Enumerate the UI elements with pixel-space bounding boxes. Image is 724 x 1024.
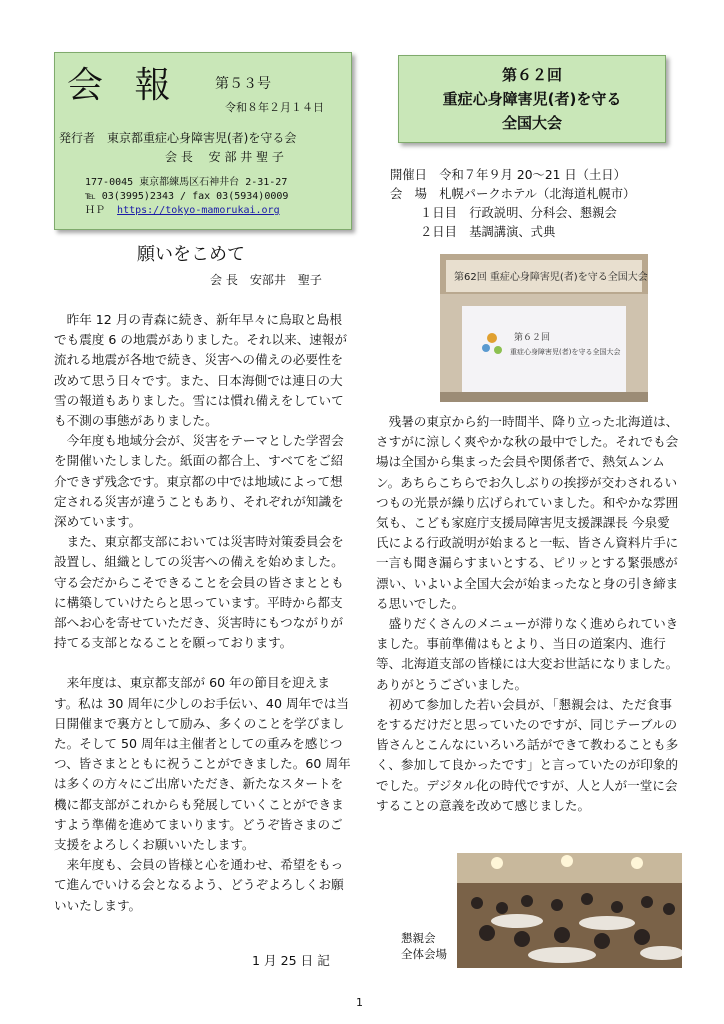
report-paragraph: 盛りだくさんのメニューが滞りなく進められていきました。事前準備はもとより、当日の道案内、進行等、北海道支部の皆様には大変お世話になりました。ありがとうございました。	[376, 616, 679, 692]
page-number: 1	[356, 996, 363, 1009]
issue-date: 令和８年２月１４日	[225, 101, 324, 114]
homepage-line	[85, 204, 288, 218]
event-title-line1: 第６２回	[501, 66, 562, 84]
screen-title: 第６２回	[514, 333, 551, 343]
event-day2: ２日目 基調講演、式典	[420, 225, 556, 239]
publisher: 発行者 東京都重症心身障害児(者)を守る会	[59, 131, 297, 145]
event-venue: 会 場 札幌パークホテル（北海道札幌市）	[390, 187, 636, 201]
photo-caption	[401, 930, 447, 962]
article-paragraph: 来年度は、東京都支部が 60 年の節目を迎えます。私は 30 周年に少しのお手伝い、40 周年では当日開催まで裏方として励み、多くのことを学びました。そして 50 周年は主催者としての重みを感じつつ、皆さまとともに祝うことができました。60 周年は多くの方々にご出席いただき、新たなスタートを機に都支部がこれからも発展していくことができますよう準備を進めてまいります。どうぞ皆さまのご支援をよろしくお願いいたします。	[54, 675, 351, 853]
report-paragraph: 初めて参加した若い会員が、「懇親会は、ただ食事をするだけだと思っていたのですが、同じテーブルの皆さんとこんなにいろいろ話ができて教わることも多く、参加して良かったです」と言っていたのが印象的でした。デジタル化の時代ですが、人と人が一堂に会することの意義を改めて感じました。	[376, 696, 679, 813]
report-body	[376, 412, 682, 816]
article-body	[54, 310, 352, 916]
report-paragraph: 残暑の東京から約一時間半、降り立った北海道は、さすがに涼しく爽やかな秋の最中でした。それでも会場は全国から集まった会員や関係者で、熱気ムンムン。あちらこちらでお久しぶりの挨拶が交わされるいつもの光景が繰り広げられていました。和やかな雰囲気も、こども家庭庁支援局障害児支援課課長 今泉愛氏による行政説明が始まると一転、皆さん資料片手に一言も聞き漏らすまいとする、ピリッとする緊張感が漂い、いよいよ全国大会が始まったなと身の引き締まる思いでした。	[376, 414, 679, 611]
postal-address: 177-0045 東京都練馬区石神井台 2-31-27	[85, 177, 288, 188]
article-heading: 願いをこめて	[137, 244, 245, 265]
hp-label: ＨＰ	[85, 205, 105, 216]
article-byline: 会 長 安部井 聖子	[210, 273, 322, 287]
newsletter-title: 会 報	[67, 65, 181, 106]
event-title-line2: 重症心身障害児(者)を守る	[442, 90, 622, 108]
caption-line2: 全体会場	[401, 947, 447, 961]
banquet-photo	[457, 853, 682, 968]
article-paragraph: 今年度も地域分会が、災害をテーマとした学習会を開催いたしました。紙面の都合上、すべてをご紹介できず残念です。東京都の中では地域によって想定される災害が違うこともあり、それぞれが知識を深めています。	[54, 433, 344, 530]
event-info	[390, 166, 635, 242]
contact-info	[85, 176, 288, 218]
event-title-box	[398, 55, 666, 143]
issue-number: 第５３号	[215, 76, 271, 92]
screen-subtitle: 重症心身障害児(者)を守る全国大会	[510, 348, 621, 356]
masthead-box	[54, 52, 352, 230]
event-date: 開催日 令和７年９月 20～21 日（土日）	[390, 168, 626, 182]
article-paragraph: 昨年 12 月の青森に続き、新年早々に鳥取と島根でも震度 6 の地震がありました。それ以来、速報が流れる地震が各地で続き、災害への備えの必要性を改めて思う日々です。また、日本海側では連日の大雪の報道もありました。雪には慣れ備えをしていても不測の事態がありました。	[54, 312, 348, 429]
publisher-president: 会 長 安 部 井 聖 子	[165, 150, 284, 164]
conference-photo	[440, 254, 648, 402]
banner-text: 第62回 重症心身障害児(者)を守る全国大会	[454, 272, 648, 283]
article-date-note: 1 月 25 日 記	[252, 953, 330, 968]
article-paragraph: 来年度も、会員の皆様と心を通わせ、希望をもって進んでいける会となるよう、どうぞよろしくお願いいたします。	[54, 857, 344, 913]
event-title-line3: 全国大会	[501, 114, 562, 132]
homepage-link[interactable]: https://tokyo-mamorukai.org	[117, 205, 280, 216]
caption-line1: 懇親会	[401, 931, 436, 945]
phone-fax: ℡ 03(3995)2343 / fax 03(5934)0009	[85, 191, 289, 202]
event-day1: １日目 行政説明、分科会、懇親会	[420, 206, 617, 220]
article-paragraph: また、東京都支部においては災害時対策委員会を設置し、組織としての災害への備えを始めました。守る会だからこそできることを会員の皆さまとともに構築していけたらと思っています。平時から都支部へお心を寄せていただき、災害時にもつながりが持てる支部となることを願っております。	[54, 534, 344, 651]
